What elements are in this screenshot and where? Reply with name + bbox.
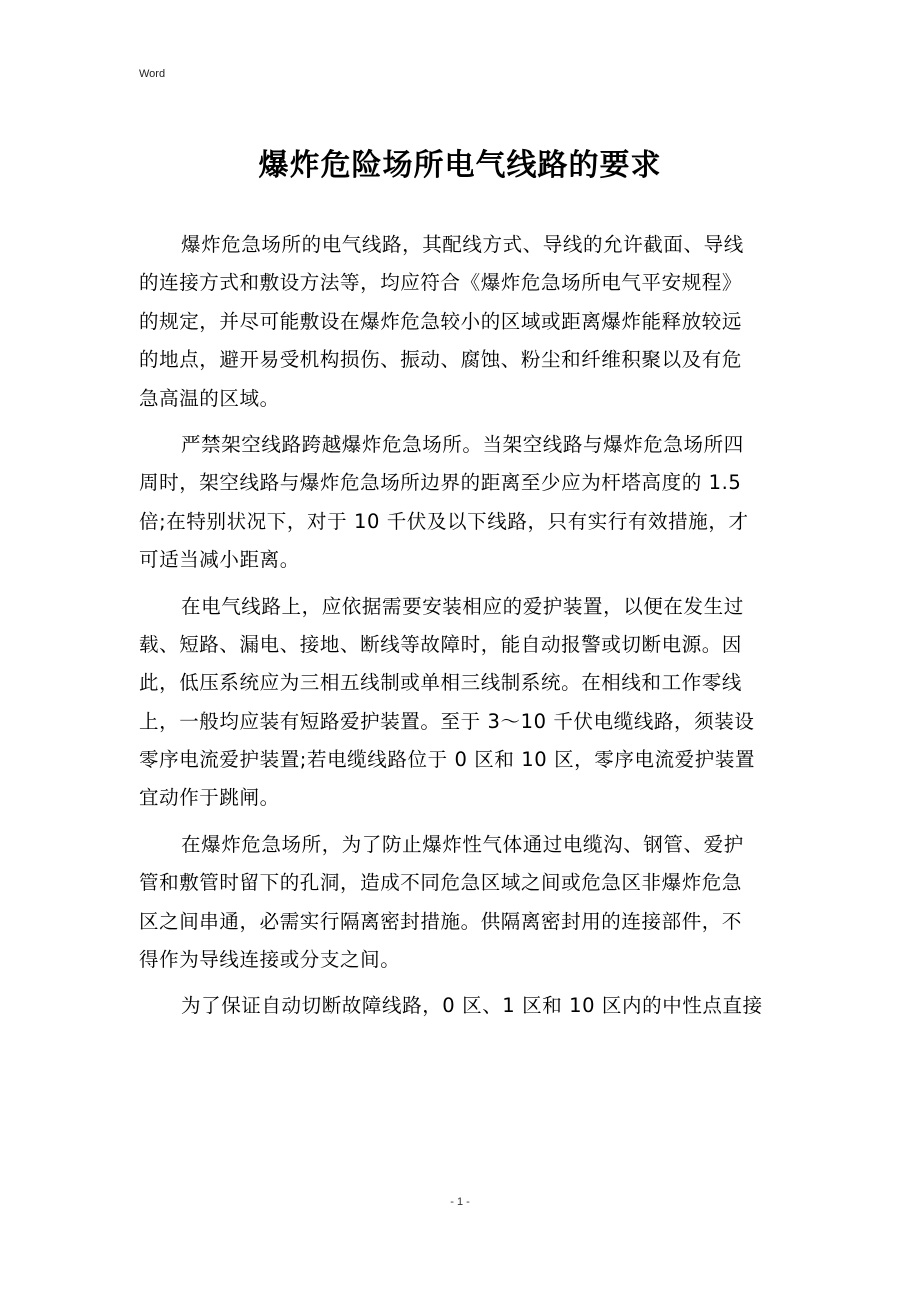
paragraph-line: 严禁架空线路跨越爆炸危急场所。当架空线路与爆炸危急场所四 [181,432,744,456]
paragraph-line: 的规定，并尽可能敷设在爆炸危急较小的区域或距离爆炸能释放较远 [139,309,743,333]
paragraph-line: 此，低压系统应为三相五线制或单相三线制系统。在相线和工作零线 [139,671,743,695]
paragraph-line: 的地点，避开易受机构损伤、振动、腐蚀、粉尘和纤维积聚以及有危 [139,348,743,372]
paragraph-line: 爆炸危急场所的电气线路，其配线方式、导线的允许截面、导线 [181,233,744,256]
paragraph-line: 宜动作于跳闸。 [139,786,280,810]
paragraph-line: 可适当减小距离。 [139,548,300,572]
paragraph-line: 为了保证自动切断故障线路，0 区、1 区和 10 区内的中性点直接 [181,994,763,1018]
paragraph-line: 周时，架空线路与爆炸危急场所边界的距离至少应为杆塔高度的 1.5 [139,471,742,495]
document-title: 爆炸危险场所电气线路的要求 [258,148,662,183]
paragraph-4 [139,826,789,980]
header-label: Word [139,68,166,80]
paragraph-5 [139,987,789,1025]
paragraph-3 [139,588,789,818]
paragraph-line: 零序电流爱护装置;若电缆线路位于 0 区和 10 区，零序电流爱护装置 [139,748,756,772]
paragraph-line: 得作为导线连接或分支之间。 [139,948,401,972]
paragraph-line: 在电气线路上，应依据需要安装相应的爱护装置，以便在发生过 [181,594,744,618]
paragraph-line: 上，一般均应装有短路爱护装置。至于 3～10 千伏电缆线路，须装设 [139,709,755,733]
paragraph-2 [139,426,789,580]
paragraph-line: 倍;在特别状况下，对于 10 千伏及以下线路，只有实行有效措施，才 [139,509,749,533]
paragraph-line: 的连接方式和敷设方法等，均应符合《爆炸危急场所电气平安规程》 [139,271,743,295]
paragraph-line: 管和敷管时留下的孔洞，造成不同危急区域之间或危急区非爆炸危急 [139,871,743,895]
document-body [139,226,789,1034]
paragraph-line: 在爆炸危急场所，为了防止爆炸性气体通过电缆沟、钢管、爱护 [181,832,744,856]
paragraph-line: 区之间串通，必需实行隔离密封措施。供隔离密封用的连接部件，不 [139,909,743,933]
page-number: - 1 - [450,1196,470,1208]
paragraph-line: 急高温的区域。 [139,386,280,410]
paragraph-1 [139,226,789,418]
paragraph-line: 载、短路、漏电、接地、断线等故障时，能自动报警或切断电源。因 [139,632,743,656]
